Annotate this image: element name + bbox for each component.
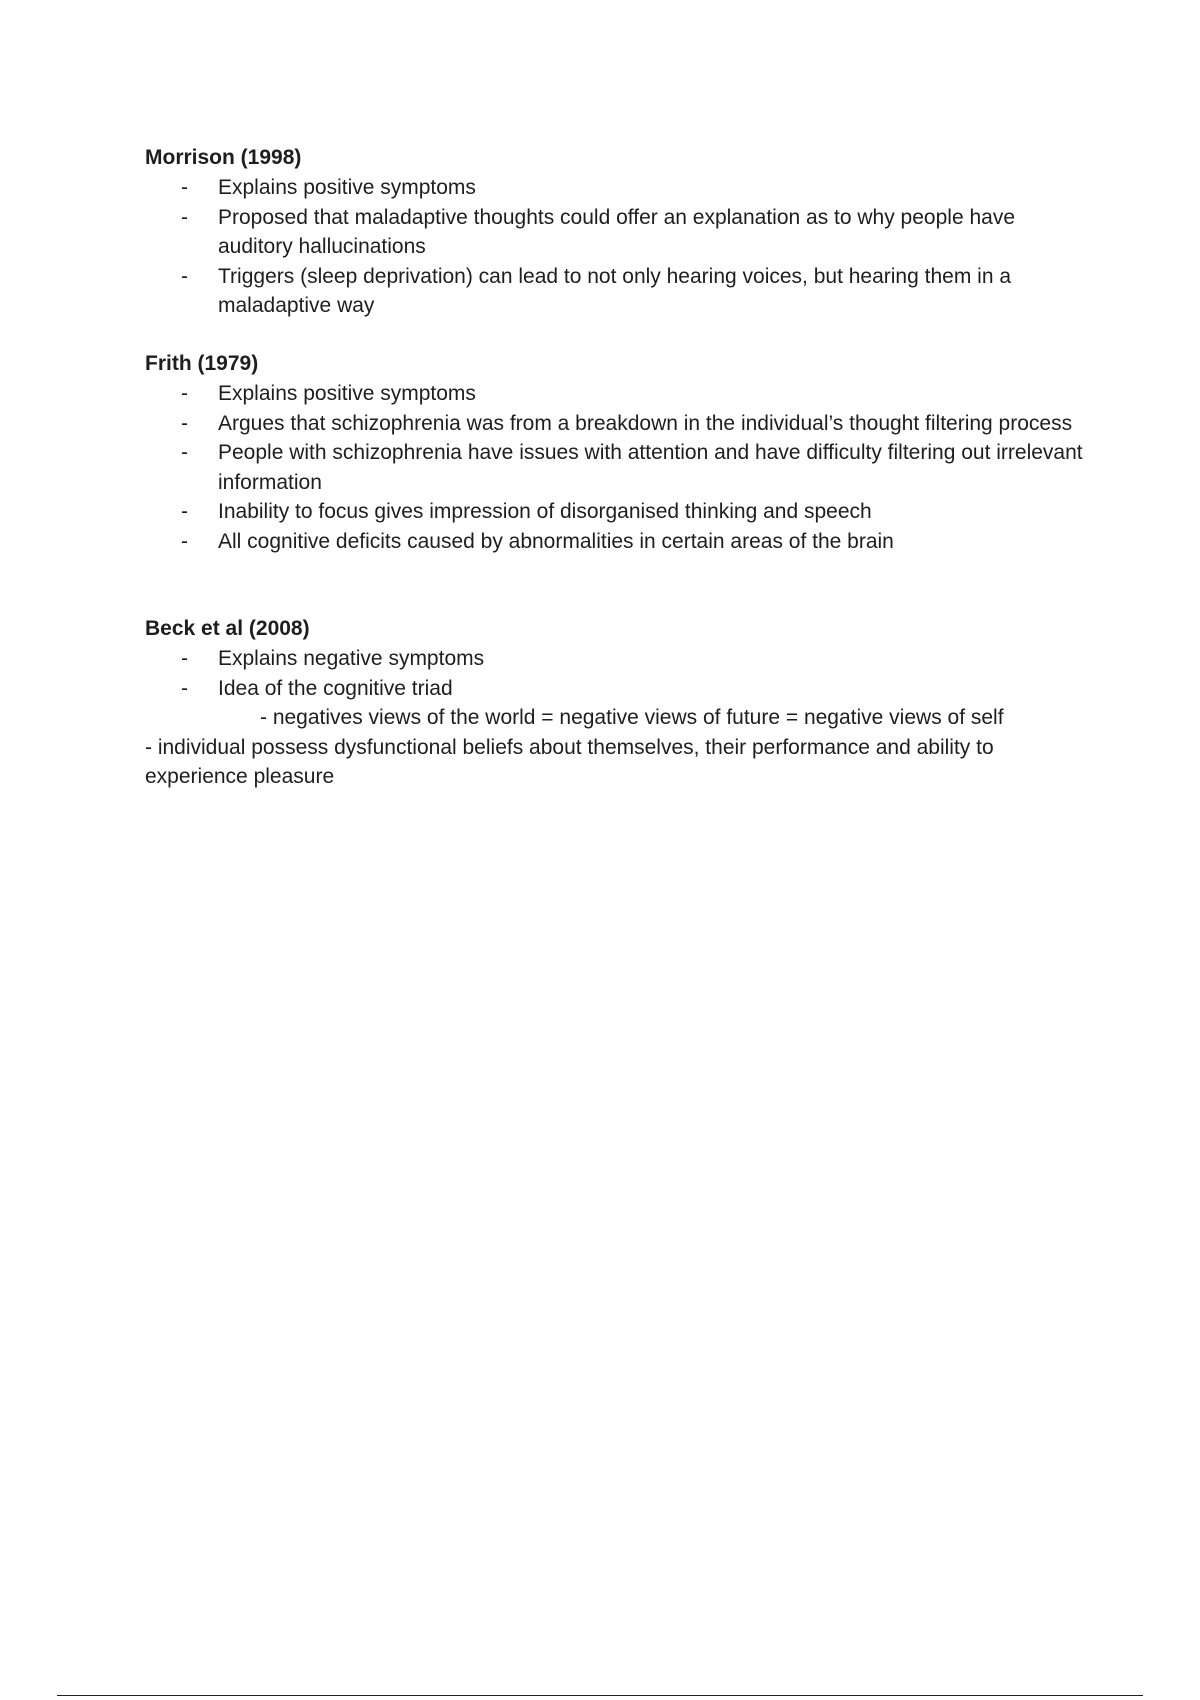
bullet-list <box>145 379 1085 556</box>
dash-marker: - <box>181 176 188 199</box>
bullet-list <box>145 644 1085 703</box>
bullet-list <box>145 173 1085 321</box>
dash-marker: - <box>181 441 188 464</box>
list-item: - Explains negative symptoms <box>145 644 1085 674</box>
dash-marker: - <box>181 264 188 288</box>
list-item: - Explains positive symptoms <box>145 379 1085 409</box>
continuation-text: - individual possess dysfunctional beliefs about themselves, their performance and ability to experience pleasure <box>145 735 994 788</box>
section-morrison <box>145 143 1085 321</box>
triad-sub-line: - negatives views of the world = negative views of future = negative views of self <box>260 706 1004 729</box>
section-heading: Beck et al (2008) <box>145 617 310 640</box>
list-item: - Proposed that maladaptive thoughts could offer an explanation as to why people have auditory hallucinations <box>145 203 1085 262</box>
list-item: - People with schizophrenia have issues with attention and have difficulty filtering out irrelevant information <box>145 438 1085 497</box>
list-item: - Inability to focus gives impression of disorganised thinking and speech <box>145 497 1085 527</box>
dash-marker: - <box>181 500 188 523</box>
dash-marker: - <box>181 205 188 229</box>
section-beck <box>145 614 1085 792</box>
list-item: - Idea of the cognitive triad <box>145 674 1085 704</box>
dash-marker: - <box>181 676 188 700</box>
dash-marker: - <box>181 382 188 405</box>
list-item: - All cognitive deficits caused by abnormalities in certain areas of the brain <box>145 527 1085 557</box>
page-bottom-rule <box>57 1695 1143 1696</box>
list-item: - Triggers (sleep deprivation) can lead to not only hearing voices, but hearing them in a maladaptive way <box>145 262 1085 321</box>
dash-marker: - <box>181 647 188 670</box>
section-heading: Morrison (1998) <box>145 146 302 169</box>
dash-marker: - <box>181 411 188 435</box>
list-item: - Explains positive symptoms <box>145 173 1085 203</box>
list-item: - Argues that schizophrenia was from a breakdown in the individual’s thought filtering process <box>145 409 1085 439</box>
dash-marker: - <box>181 529 188 553</box>
section-frith <box>145 349 1085 556</box>
section-heading: Frith (1979) <box>145 352 259 375</box>
